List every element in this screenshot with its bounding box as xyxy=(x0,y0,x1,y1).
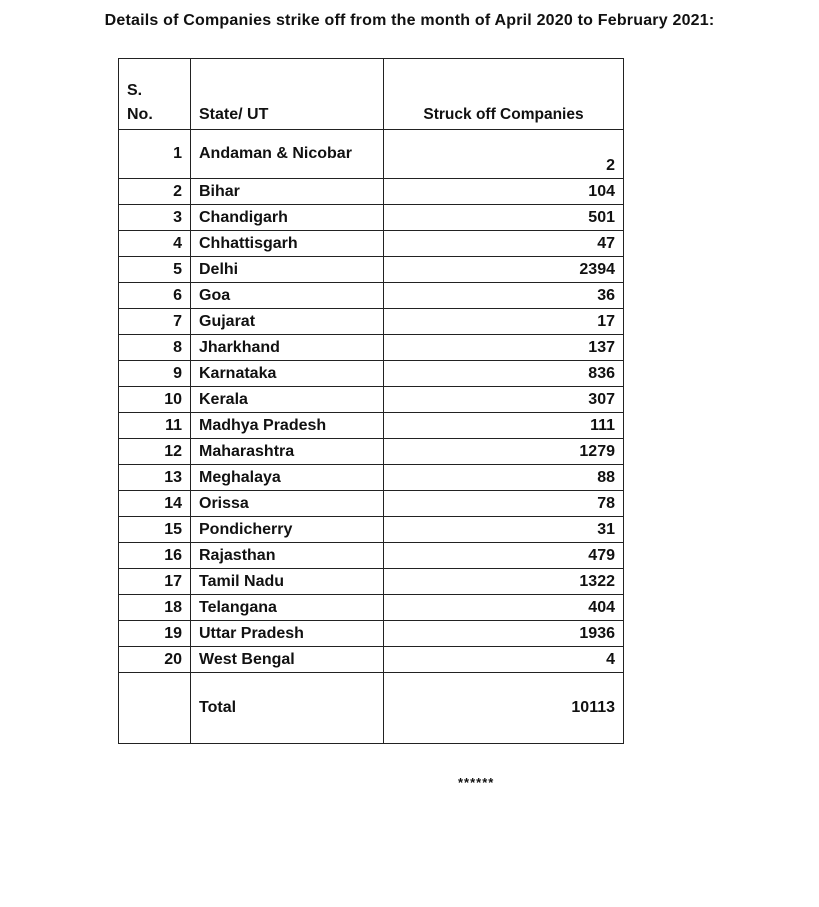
state-cell: Madhya Pradesh xyxy=(191,413,384,439)
table-row xyxy=(119,647,624,673)
state-cell: Delhi xyxy=(191,257,384,283)
sno-cell: 16 xyxy=(119,543,191,569)
state-cell: Chandigarh xyxy=(191,205,384,231)
count-cell: 78 xyxy=(384,491,624,517)
table-row xyxy=(119,283,624,309)
count-cell: 501 xyxy=(384,205,624,231)
count-cell: 137 xyxy=(384,335,624,361)
state-cell: West Bengal xyxy=(191,647,384,673)
state-cell: Tamil Nadu xyxy=(191,569,384,595)
sno-cell: 13 xyxy=(119,465,191,491)
sno-header-line2: No. xyxy=(127,106,153,123)
table-row xyxy=(119,517,624,543)
struck-off-companies-table xyxy=(118,58,624,744)
state-cell: Uttar Pradesh xyxy=(191,621,384,647)
state-cell: Meghalaya xyxy=(191,465,384,491)
state-cell: Maharashtra xyxy=(191,439,384,465)
sno-cell: 10 xyxy=(119,387,191,413)
table-row xyxy=(119,621,624,647)
state-cell: Bihar xyxy=(191,179,384,205)
count-cell: 88 xyxy=(384,465,624,491)
table-row xyxy=(119,231,624,257)
sno-header-line1: S. xyxy=(127,82,143,99)
total-sno-cell xyxy=(119,673,191,744)
count-cell: 104 xyxy=(384,179,624,205)
state-cell: Pondicherry xyxy=(191,517,384,543)
state-cell: Telangana xyxy=(191,595,384,621)
sno-cell: 8 xyxy=(119,335,191,361)
count-cell: 31 xyxy=(384,517,624,543)
table-row xyxy=(119,257,624,283)
table-row xyxy=(119,205,624,231)
table-row xyxy=(119,595,624,621)
table-row xyxy=(119,130,624,179)
sno-cell: 19 xyxy=(119,621,191,647)
sno-cell: 18 xyxy=(119,595,191,621)
sno-cell: 14 xyxy=(119,491,191,517)
state-cell: Rajasthan xyxy=(191,543,384,569)
state-cell: Gujarat xyxy=(191,309,384,335)
sno-cell: 4 xyxy=(119,231,191,257)
total-value: 10113 xyxy=(384,673,624,744)
count-cell: 4 xyxy=(384,647,624,673)
table-row xyxy=(119,413,624,439)
count-cell: 17 xyxy=(384,309,624,335)
state-cell: Chhattisgarh xyxy=(191,231,384,257)
count-header: Struck off Companies xyxy=(384,59,624,130)
table-row xyxy=(119,491,624,517)
sno-cell: 20 xyxy=(119,647,191,673)
count-cell: 47 xyxy=(384,231,624,257)
sno-cell: 9 xyxy=(119,361,191,387)
table-row xyxy=(119,309,624,335)
count-cell: 479 xyxy=(384,543,624,569)
state-header: State/ UT xyxy=(191,59,384,130)
state-cell: Andaman & Nicobar xyxy=(191,130,384,179)
table-row xyxy=(119,335,624,361)
state-cell: Jharkhand xyxy=(191,335,384,361)
total-label: Total xyxy=(191,673,384,744)
sno-cell: 12 xyxy=(119,439,191,465)
table-row xyxy=(119,543,624,569)
end-mark: ****** xyxy=(458,775,495,790)
table-row xyxy=(119,569,624,595)
sno-cell: 2 xyxy=(119,179,191,205)
count-cell: 404 xyxy=(384,595,624,621)
table-row xyxy=(119,387,624,413)
sno-cell: 1 xyxy=(119,130,191,179)
page-title: Details of Companies strike off from the month of April 2020 to February 2021: xyxy=(104,12,715,29)
count-cell: 1936 xyxy=(384,621,624,647)
state-cell: Orissa xyxy=(191,491,384,517)
sno-cell: 3 xyxy=(119,205,191,231)
table-row xyxy=(119,465,624,491)
count-cell: 2 xyxy=(384,130,624,179)
sno-header xyxy=(119,59,191,130)
state-cell: Karnataka xyxy=(191,361,384,387)
count-cell: 1322 xyxy=(384,569,624,595)
table-row xyxy=(119,361,624,387)
count-cell: 307 xyxy=(384,387,624,413)
state-cell: Goa xyxy=(191,283,384,309)
sno-cell: 15 xyxy=(119,517,191,543)
count-cell: 1279 xyxy=(384,439,624,465)
table-row xyxy=(119,439,624,465)
sno-cell: 7 xyxy=(119,309,191,335)
sno-cell: 5 xyxy=(119,257,191,283)
count-cell: 36 xyxy=(384,283,624,309)
table-body xyxy=(119,59,624,744)
table-row xyxy=(119,179,624,205)
count-cell: 111 xyxy=(384,413,624,439)
count-cell: 2394 xyxy=(384,257,624,283)
table-header-row xyxy=(119,59,624,130)
count-cell: 836 xyxy=(384,361,624,387)
sno-cell: 6 xyxy=(119,283,191,309)
total-row xyxy=(119,673,624,744)
sno-cell: 17 xyxy=(119,569,191,595)
state-cell: Kerala xyxy=(191,387,384,413)
sno-cell: 11 xyxy=(119,413,191,439)
